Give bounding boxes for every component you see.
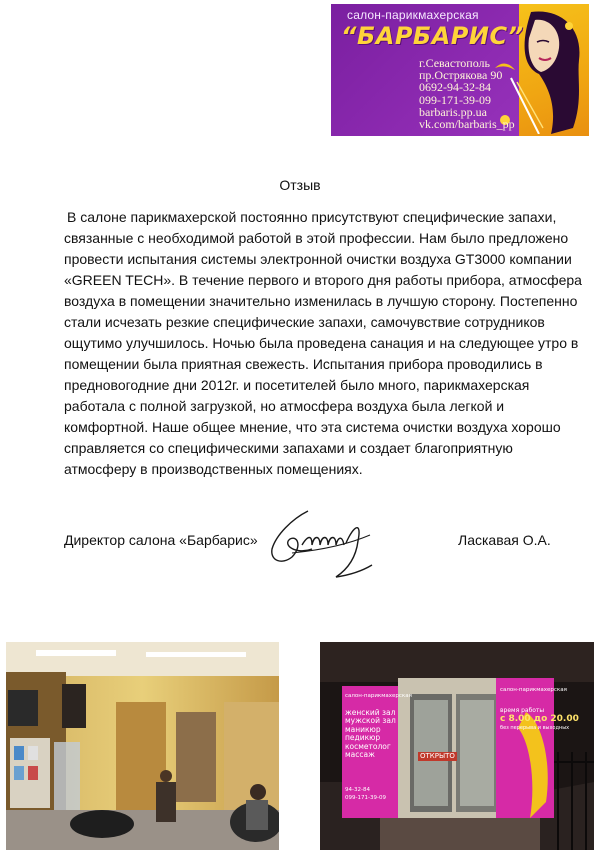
handwritten-signature bbox=[262, 505, 388, 587]
service-men: мужской зал bbox=[345, 716, 396, 725]
door-sign-text: ОТКРЫТО bbox=[420, 752, 455, 760]
left-banner-phone-2: 099-171-39-09 bbox=[345, 795, 386, 801]
right-banner-header: салон-парикмахерская bbox=[500, 687, 567, 693]
service-pedicure: педикюр bbox=[345, 733, 381, 742]
card-salon-type: салон-парикмахерская bbox=[347, 8, 479, 22]
salon-business-card bbox=[331, 4, 589, 136]
letter-title: Отзыв bbox=[279, 177, 321, 193]
card-contacts bbox=[419, 57, 515, 130]
interior-scene bbox=[6, 642, 279, 850]
salon-interior-photo bbox=[6, 642, 279, 850]
director-label: Директор салона «Барбарис» bbox=[64, 532, 258, 548]
card-phone-1: 0692-94-32-84 bbox=[419, 80, 491, 95]
letter-body: В салоне парикмахерской постоянно присутствуют специфические запахи, связанные с необходимой работой в этой профессии. Нам было предложено провести испытания системы электронной очистки воздуха GT3000 компании «GREEN TECH». В течение первого и второго дня работы прибора, атмосфера воздуха в помещении значительно изменилась в лучшую сторону. Постепенно стали исчезать резкие специфические запахи, самочувствие сотрудников ощутимо улучшилось. Ночью была проведена санация и на следующее утро в помещении была приятная свежесть. Испытания прибора проводились в предновогодние дни 2012г. и посетителей было много, парикмахерская работала с полной загрузкой, но атмосфера воздуха была легкой и комфортной. Наше общее мнение, что эта система очистки воздуха хорошо справляется со специфическими запахами и создает благоприятную атмосферу в производственных помещениях. bbox=[64, 209, 582, 477]
card-address: пр.Острякова 90 bbox=[419, 68, 503, 83]
card-social: vk.com/barbaris_pp bbox=[419, 117, 515, 132]
left-banner-header: салон-парикмахерская bbox=[345, 693, 412, 699]
left-banner-phone-1: 94-32-84 bbox=[345, 786, 370, 793]
service-massage: массаж bbox=[345, 750, 375, 759]
card-city: г.Севастополь bbox=[419, 56, 491, 70]
service-women: женский зал bbox=[345, 707, 396, 717]
storefront-door-sign bbox=[418, 752, 457, 761]
card-brand-name: “БАРБАРИС” bbox=[341, 22, 524, 50]
service-manicure: маникюр bbox=[345, 724, 381, 734]
service-cosmetologist: косметолог bbox=[345, 741, 391, 751]
salon-storefront-photo bbox=[320, 642, 594, 850]
left-banner bbox=[345, 692, 412, 803]
hours-days: без перерыва и выходных bbox=[500, 724, 570, 731]
right-banner bbox=[500, 686, 579, 732]
hours-label: время работы bbox=[500, 706, 545, 714]
card-website: barbaris.pp.ua bbox=[419, 104, 487, 119]
card-phone-2: 099-171-39-09 bbox=[419, 92, 491, 107]
signer-name: Ласкавая О.А. bbox=[458, 532, 551, 548]
hours-value: с 8.00 до 20.00 bbox=[500, 714, 579, 724]
